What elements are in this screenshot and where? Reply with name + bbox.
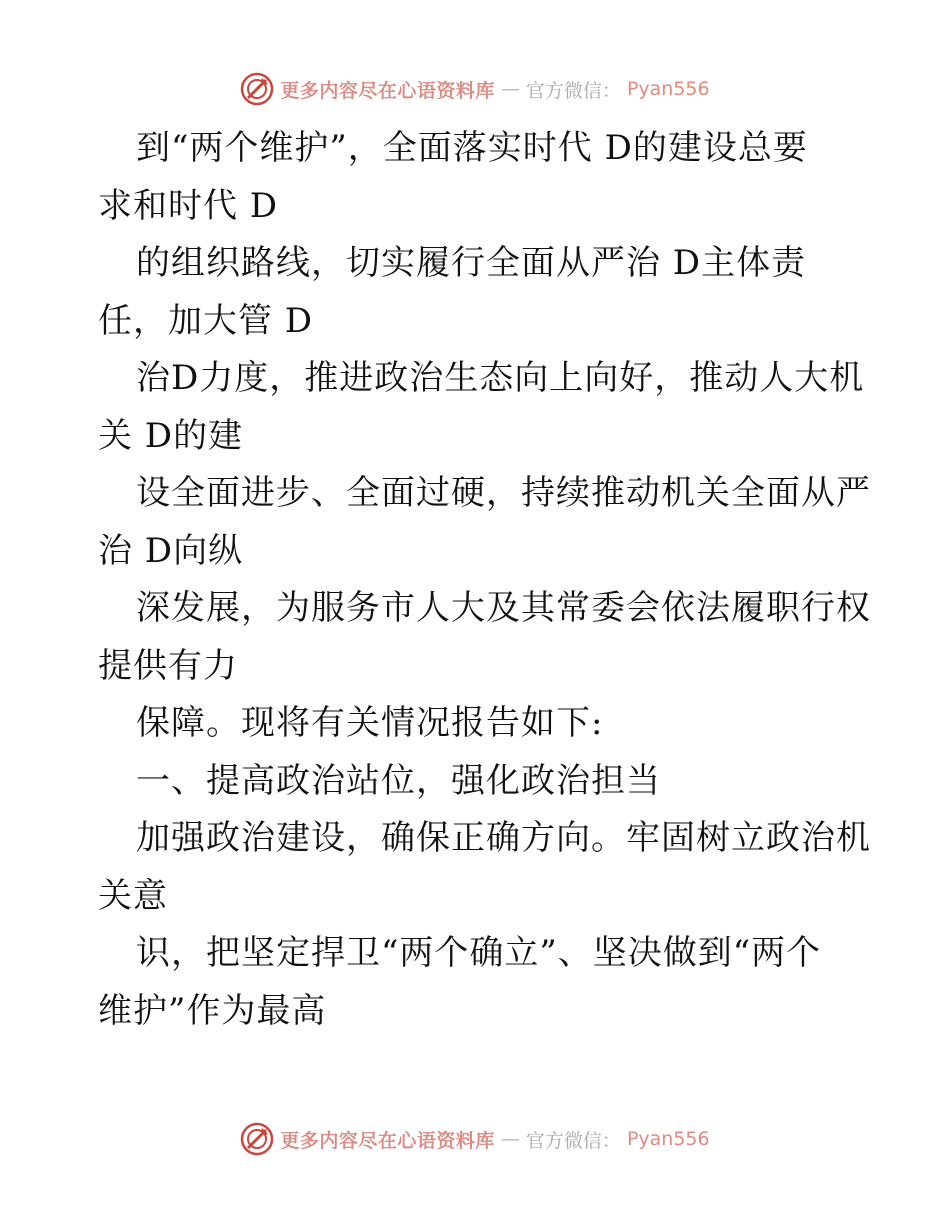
- text-line: 到“两个维护”，全面落实时代 D的建设总要: [136, 128, 808, 168]
- text-line: 维护”作为最高: [98, 990, 327, 1031]
- document-body: [98, 120, 871, 1040]
- text-line: 任，加大管 D: [98, 300, 314, 341]
- text-line: 深发展，为服务市人大及其常委会依法履职行权: [136, 588, 871, 628]
- text-line: 治 D向纵: [98, 530, 244, 571]
- text-line: 求和时代 D: [98, 185, 279, 226]
- text-line: 的组织路线，切实履行全面从严治 D主体责: [136, 243, 807, 283]
- text-line: 保障。现将有关情况报告如下:: [136, 703, 604, 743]
- footer-watermark: [0, 1122, 950, 1156]
- section-heading: 一、提高政治站位，强化政治担当: [136, 760, 661, 801]
- text-line: 提供有力: [98, 645, 238, 686]
- watermark-wechat-label: 官方微信：: [525, 1129, 621, 1152]
- watermark-brand: 更多内容尽在心语资料库: [280, 1129, 495, 1152]
- text-line: 治D力度，推进政治生态向上向好，推动人大机: [136, 358, 865, 398]
- text-line: 识，把坚定捍卫“两个确立”、坚决做到“两个: [136, 933, 822, 973]
- watermark-wechat-label: 官方微信：: [525, 79, 621, 102]
- text-line: 加强政治建设，确保正确方向。牢固树立政治机: [136, 818, 871, 858]
- watermark-brand: 更多内容尽在心语资料库: [280, 79, 495, 102]
- logo-icon: [240, 1122, 274, 1156]
- watermark-wechat-id: Pyan556: [626, 78, 710, 100]
- text-line: 设全面进步、全面过硬，持续推动机关全面从严: [136, 473, 871, 513]
- watermark-dash: —: [500, 1128, 520, 1150]
- text-line: 关 D的建: [98, 415, 244, 456]
- watermark-dash: —: [500, 78, 520, 100]
- logo-icon: [240, 72, 274, 106]
- text-line: 关意: [98, 875, 168, 916]
- watermark-wechat-id: Pyan556: [626, 1128, 710, 1150]
- header-watermark: [0, 72, 950, 106]
